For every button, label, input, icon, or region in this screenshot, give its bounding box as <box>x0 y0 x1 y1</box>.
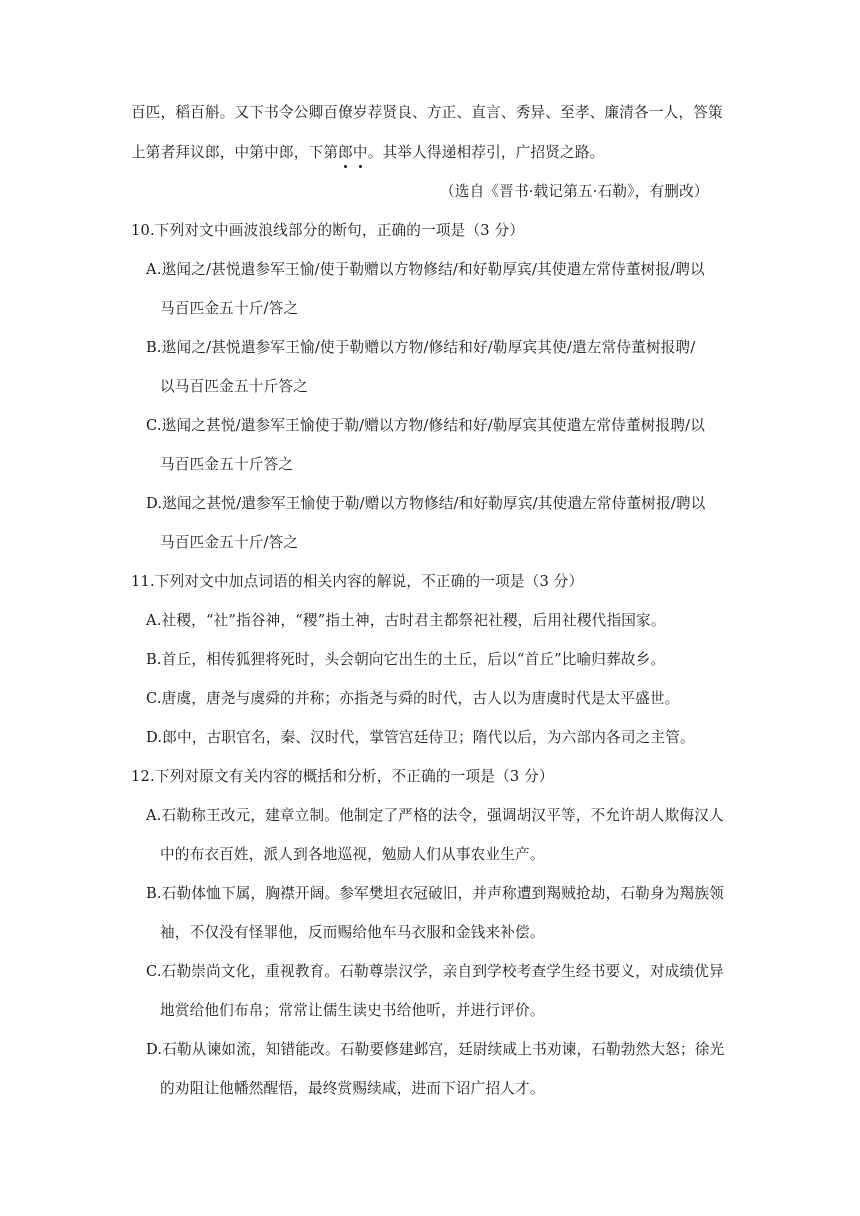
question-11-option-c: C.唐虞，唐尧与虞舜的并称；亦指尧与舜的时代，古人以为唐虞时代是太平盛世。 <box>146 690 680 707</box>
question-11-option-d: D.郎中，古职官名，秦、汉时代，掌管宫廷侍卫；隋代以后，为六部内各司之主管。 <box>146 729 695 746</box>
question-10-option-b-line-2: 以马百匹金五十斤答之 <box>160 378 308 395</box>
passage-line-2-tail: 。其举人得递相荐引，广招贤之路。 <box>367 144 605 161</box>
question-10-option-d-line-2: 马百匹金五十斤/答之 <box>160 534 299 551</box>
question-10-option-c-line-2: 马百匹金五十斤答之 <box>160 456 294 473</box>
question-10-option-b-line-1: B.逖闻之/甚悦遣参军王愉/使于勒赠以方物/修结和好/勒厚宾其使/遣左常侍董树报聘/ <box>146 339 696 356</box>
emphasis-dotted-char: 中 <box>352 144 368 161</box>
question-12-option-a-line-2: 中的布衣百姓，派人到各地巡视，勉励人们从事农业生产。 <box>160 846 545 863</box>
passage-line-2-text: 上第者拜议郎，中第中郎，下第 <box>131 144 339 161</box>
passage-source: （选自《晋书·载记第五·石勒》，有删改） <box>440 183 709 200</box>
question-12-option-d-line-1: D.石勒从谏如流，知错能改。石勒要修建邺宫，廷尉续咸上书劝谏，石勒勃然大怒；徐光 <box>146 1041 725 1058</box>
question-12-option-c-line-1: C.石勒崇尚文化，重视教育。石勒尊崇汉学，亲自到学校考查学生经书要义，对成绩优异 <box>146 963 724 980</box>
question-12-option-b-line-1: B.石勒体恤下属，胸襟开阔。参军樊坦衣冠破旧，并声称遭到羯贼抢劫，石勒身为羯族领 <box>146 885 724 902</box>
question-10-stem: 10.下列对文中画波浪线部分的断句，正确的一项是（3 分） <box>131 222 525 239</box>
question-11-option-b: B.首丘，相传狐狸将死时，头会朝向它出生的土丘，后以“首丘”比喻归葬故乡。 <box>146 651 666 668</box>
question-12-option-b-line-2: 袖，不仅没有怪罪他，反而赐给他车马衣服和金钱来补偿。 <box>160 924 545 941</box>
emphasis-dotted-char: 郎 <box>338 144 353 161</box>
question-11-option-a: A.社稷，“社”指谷神，“稷”指土神，古时君主都祭祀社稷，后用社稷代指国家。 <box>146 612 666 629</box>
question-12-stem: 12.下列对原文有关内容的概括和分析，不正确的一项是（3 分） <box>131 768 554 785</box>
question-10-option-c-line-1: C.逖闻之甚悦/遣参军王愉使于勒/赠以方物/修结和好/勒厚宾其使遣左常侍董树报聘/以 <box>146 417 706 434</box>
question-11-stem: 11.下列对文中加点词语的相关内容的解说，不正确的一项是（3 分） <box>131 573 584 590</box>
question-12-option-a-line-1: A.石勒称王改元，建章立制。他制定了严格的法令，强调胡汉平等，不允许胡人欺侮汉人 <box>146 807 724 824</box>
passage-line-1: 百匹，稻百斛。又下书令公卿百僚岁荐贤良、方正、直言、秀异、至孝、廉清各一人，答策 <box>131 104 723 121</box>
question-12-option-c-line-2: 地赏给他们布帛；常常让儒生读史书给他听，并进行评价。 <box>160 1002 545 1019</box>
passage-line-2 <box>131 143 604 163</box>
question-10-option-d-line-1: D.逖闻之甚悦/遣参军王愉使于勒/赠以方物修结/和好勒厚宾/其使遣左常侍董树报/聘以 <box>146 495 706 512</box>
question-12-option-d-line-2: 的劝阻让他幡然醒悟，最终赏赐续咸，进而下诏广招人才。 <box>160 1080 545 1097</box>
question-10-option-a-line-2: 马百匹金五十斤/答之 <box>160 300 299 317</box>
question-10-option-a-line-1: A.逖闻之/甚悦遣参军王愉/使于勒赠以方物修结/和好勒厚宾/其使遣左常侍董树报/聘以 <box>146 261 705 278</box>
